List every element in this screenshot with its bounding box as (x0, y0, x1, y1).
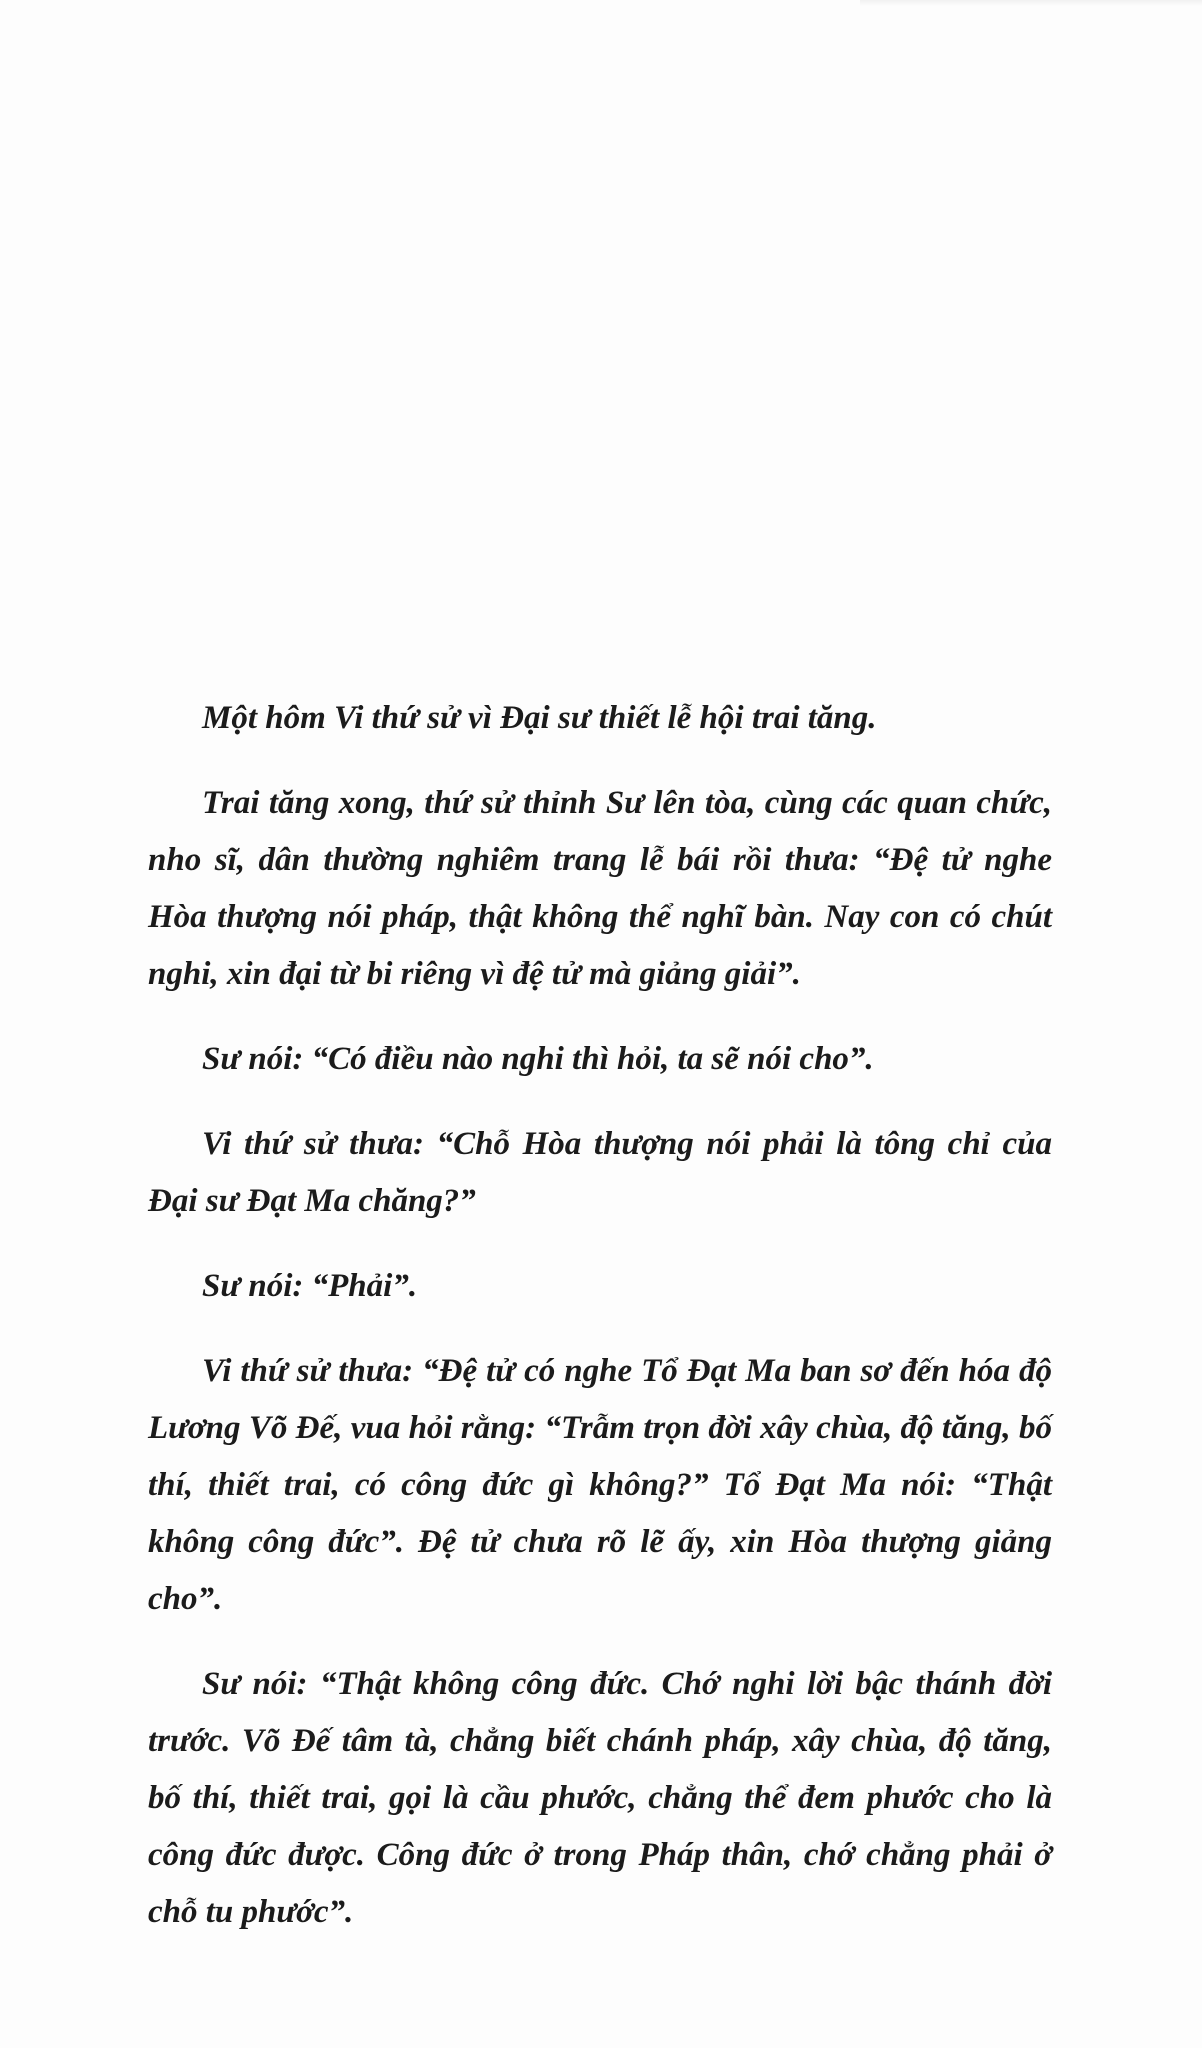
page-edge-shadow (860, 0, 1202, 6)
paragraph: Sư nói: “Phải”. (202, 1268, 418, 1304)
body-text (148, 690, 1052, 1941)
paragraph: Vi thứ sử thưa: “Chỗ Hòa thượng nói phải là tông chỉ của Đại sư Đạt Ma chăng?” (148, 1126, 1052, 1219)
paragraph: Trai tăng xong, thứ sử thỉnh Sư lên tòa, cùng các quan chức, nho sĩ, dân thường nghiêm trang lễ bái rồi thưa: “Đệ tử nghe Hòa thượng nói pháp, thật không thể nghĩ bàn. Nay con có chút nghi, xin đại từ bi riêng vì đệ tử mà giảng giải”. (148, 785, 1052, 992)
paragraph: Sư nói: “Có điều nào nghi thì hỏi, ta sẽ nói cho”. (202, 1041, 874, 1077)
paragraph: Vi thứ sử thưa: “Đệ tử có nghe Tổ Đạt Ma ban sơ đến hóa độ Lương Võ Đế, vua hỏi rằng: “Trẫm trọn đời xây chùa, độ tăng, bố thí, thiết trai, có công đức gì không?” Tổ Đạt Ma nói: “Thật không công đức”. Đệ tử chưa rõ lẽ ấy, xin Hòa thượng giảng cho”. (148, 1353, 1052, 1617)
paragraph: Một hôm Vi thứ sử vì Đại sư thiết lễ hội trai tăng. (202, 700, 877, 736)
paragraph: Sư nói: “Thật không công đức. Chớ nghi lời bậc thánh đời trước. Võ Đế tâm tà, chẳng biết chánh pháp, xây chùa, độ tăng, bố thí, thiết trai, gọi là cầu phước, chẳng thể đem phước cho là công đức được. Công đức ở trong Pháp thân, chớ chẳng phải ở chỗ tu phước”. (148, 1666, 1052, 1930)
